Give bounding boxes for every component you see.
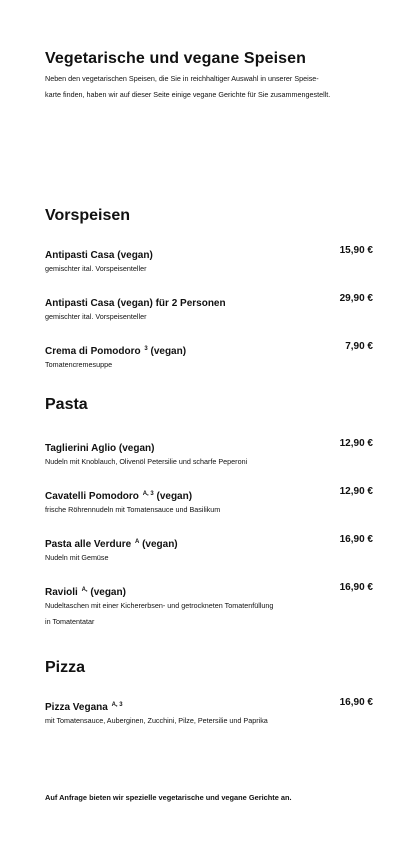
dish-name (45, 346, 186, 357)
dish-name-text: Ravioli (45, 587, 78, 598)
menu-item (45, 293, 373, 325)
section-title-vorspeisen: Vorspeisen (45, 207, 131, 224)
menu-item (45, 438, 373, 470)
dish-price: 12,90 € (339, 486, 373, 497)
allergen-note: A (134, 539, 140, 545)
dish-price: 7,90 € (345, 341, 373, 352)
menu-item (45, 582, 373, 630)
allergen-note: A, (81, 587, 88, 593)
dish-name-text: Cavatelli Pomodoro (45, 491, 139, 502)
dish-description-line-2: in Tomatentatar (45, 617, 95, 626)
intro-text (45, 71, 385, 103)
dish-name-suffix: (vegan) (156, 491, 193, 502)
dish-price: 12,90 € (339, 438, 373, 449)
dish-name-suffix: (vegan) (150, 346, 187, 357)
intro-line-2: karte finden, haben wir auf dieser Seite einige vegane Gerichte für Sie zusammengestellt. (45, 90, 331, 99)
dish-name-text: Crema di Pomodoro (45, 346, 141, 357)
page-title: Vegetarische und vegane Speisen (45, 50, 306, 67)
menu-item (45, 486, 373, 518)
dish-description: Nudeln mit Knoblauch, Olivenöl Petersilie und scharfe Peperoni (45, 457, 248, 466)
dish-price: 16,90 € (339, 697, 373, 708)
allergen-note: A, 3 (142, 491, 154, 497)
section-title-pizza: Pizza (45, 659, 86, 676)
dish-name: Antipasti Casa (vegan) für 2 Personen (45, 298, 226, 309)
dish-description: mit Tomatensauce, Auberginen, Zucchini, Pilze, Petersilie und Paprika (45, 716, 268, 725)
dish-price: 16,90 € (339, 582, 373, 593)
dish-description: gemischter ital. Vorspeisenteller (45, 264, 147, 273)
section-title-pasta: Pasta (45, 396, 88, 413)
dish-description: frische Röhrennudeln mit Tomatensauce und Basilikum (45, 505, 221, 514)
dish-name (45, 491, 192, 502)
dish-name: Antipasti Casa (vegan) (45, 250, 153, 261)
dish-price: 29,90 € (339, 293, 373, 304)
dish-name (45, 587, 126, 598)
dish-name-text: Pizza Vegana (45, 702, 108, 713)
dish-name (45, 539, 178, 550)
menu-item (45, 245, 373, 277)
dish-description: Tomatencremesuppe (45, 360, 113, 369)
menu-item (45, 697, 373, 729)
dish-name (45, 702, 123, 713)
dish-name-suffix: (vegan) (142, 539, 178, 550)
dish-description: gemischter ital. Vorspeisenteller (45, 312, 147, 321)
dish-description-line-1: Nudeltaschen mit einer Kichererbsen- und getrockneten Tomatenfüllung (45, 601, 274, 610)
dish-name-suffix: (vegan) (90, 587, 126, 598)
allergen-note: A, 3 (111, 702, 123, 708)
dish-name-text: Pasta alle Verdure (45, 539, 132, 550)
dish-name: Taglierini Aglio (vegan) (45, 443, 155, 454)
footer-note: Auf Anfrage bieten wir spezielle vegetarische und vegane Gerichte an. (45, 793, 292, 802)
allergen-note: 3 (144, 346, 148, 352)
menu-item (45, 534, 373, 566)
dish-price: 16,90 € (339, 534, 373, 545)
intro-line-1: Neben den vegetarischen Speisen, die Sie in reichhaltiger Auswahl in unserer Speise- (45, 74, 319, 83)
dish-description (45, 598, 373, 630)
dish-description: Nudeln mit Gemüse (45, 553, 109, 562)
dish-price: 15,90 € (339, 245, 373, 256)
menu-item (45, 341, 373, 373)
